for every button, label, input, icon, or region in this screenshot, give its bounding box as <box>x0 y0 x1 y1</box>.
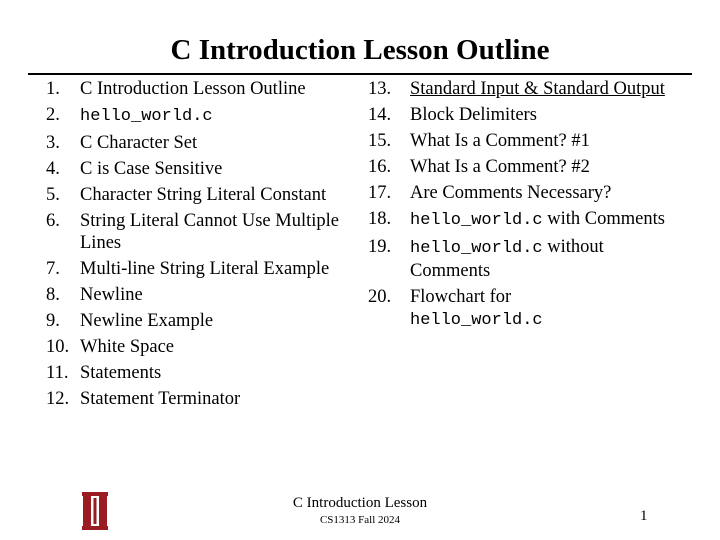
list-item: 17. Are Comments Necessary? <box>368 183 612 203</box>
list-item: 9. Newline Example <box>46 311 214 331</box>
page-number: 1 <box>640 508 648 524</box>
list-item: 1. C Introduction Lesson Outline <box>46 79 306 99</box>
footer-lesson-name: C Introduction Lesson <box>292 495 428 511</box>
list-item: 19. hello_world.c without Comments <box>368 237 604 281</box>
outline-left-column <box>46 78 356 414</box>
list-item: 12. Statement Terminator <box>46 389 241 409</box>
title-divider <box>28 73 692 75</box>
standard-io-link[interactable]: Standard Input & Standard Output <box>410 79 665 99</box>
list-item: 7. Multi-line String Literal Example <box>46 259 330 279</box>
list-item: 5. Character String Literal Constant <box>46 185 327 205</box>
list-item: 15. What Is a Comment? #1 <box>368 131 590 151</box>
list-item: 8. Newline <box>46 285 143 305</box>
list-item: 18. hello_world.c with Comments <box>368 209 665 230</box>
slide-footer <box>210 494 510 528</box>
list-item: 11. Statements <box>46 363 162 383</box>
list-item: 6. String Literal Cannot Use Multiple Lines <box>46 211 339 253</box>
list-item: 3. C Character Set <box>46 133 198 153</box>
list-item: 4. C is Case Sensitive <box>46 159 223 179</box>
list-item: 10. White Space <box>46 337 174 357</box>
list-item: 14. Block Delimiters <box>368 105 537 125</box>
ou-logo-icon <box>78 490 112 537</box>
footer-course: CS1313 Fall 2024 <box>319 514 401 526</box>
list-item: 2. hello_world.c <box>46 105 213 126</box>
list-item: 20. Flowchart for hello_world.c <box>368 287 543 330</box>
list-item: 16. What Is a Comment? #2 <box>368 157 590 177</box>
outline-right-column <box>368 78 668 336</box>
list-item: 13. Standard Input & Standard Output <box>368 79 665 99</box>
slide-title: C Introduction Lesson Outline <box>170 34 550 66</box>
